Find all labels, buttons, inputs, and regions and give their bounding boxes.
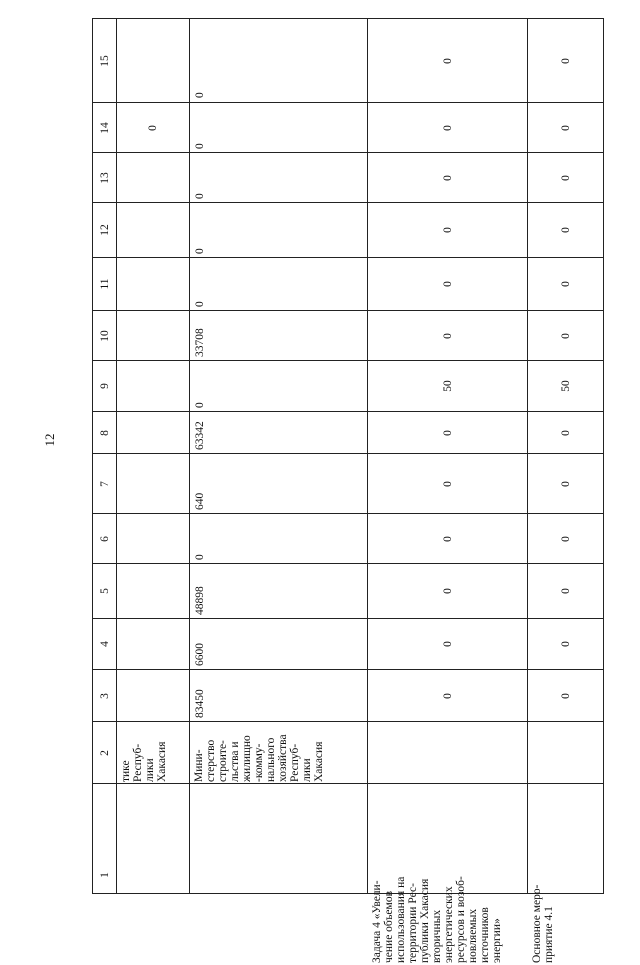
table-cell bbox=[93, 453, 116, 513]
cell-text: 0 bbox=[147, 124, 159, 131]
table-cell bbox=[93, 310, 116, 360]
table-cell bbox=[528, 310, 603, 360]
cell-text: 4 bbox=[98, 641, 111, 647]
table-cell bbox=[528, 453, 603, 513]
table-cell bbox=[93, 202, 116, 257]
cell-text: 14 bbox=[98, 121, 111, 134]
table-cell bbox=[368, 202, 527, 257]
table-cell bbox=[93, 669, 116, 721]
table-cell bbox=[117, 102, 189, 152]
table-cell bbox=[190, 152, 367, 202]
table-cell bbox=[528, 618, 603, 669]
table-cell bbox=[190, 721, 367, 783]
table-row bbox=[367, 19, 527, 963]
table-cell bbox=[117, 783, 189, 965]
cell-text: 0 bbox=[441, 57, 454, 64]
cell-text: 0 bbox=[441, 641, 454, 647]
cell-text: 10 bbox=[98, 329, 111, 342]
cell-text: 0 bbox=[194, 92, 206, 98]
table-cell bbox=[368, 618, 527, 669]
table-cell bbox=[528, 513, 603, 563]
cell-text: 0 bbox=[194, 193, 206, 199]
table-cell bbox=[190, 783, 367, 965]
table-cell bbox=[528, 360, 603, 411]
cell-text: 0 bbox=[194, 402, 206, 408]
cell-text: 1 bbox=[98, 871, 111, 878]
cell-text: 12 bbox=[98, 224, 111, 236]
table-cell bbox=[93, 360, 116, 411]
table-cell bbox=[117, 310, 189, 360]
cell-text: 63342 bbox=[194, 421, 206, 450]
cell-text: 9 bbox=[98, 383, 111, 389]
cell-text: тике Респуб- лики Хакасия bbox=[120, 741, 168, 782]
cell-text: 0 bbox=[441, 480, 454, 487]
table-cell bbox=[528, 669, 603, 721]
cell-text: 0 bbox=[559, 692, 572, 699]
table-cell bbox=[190, 453, 367, 513]
budget-table bbox=[92, 18, 604, 963]
table-cell bbox=[93, 618, 116, 669]
table-cell bbox=[93, 783, 116, 965]
table-cell bbox=[368, 563, 527, 618]
cell-text: 0 bbox=[441, 692, 454, 699]
table-cell bbox=[368, 102, 527, 152]
cell-text: 0 bbox=[559, 174, 572, 181]
table-cell bbox=[93, 721, 116, 783]
table-cell bbox=[93, 513, 116, 563]
table-cell bbox=[117, 721, 189, 783]
cell-text: 0 bbox=[559, 429, 572, 436]
table-cell bbox=[528, 257, 603, 310]
cell-text: 0 bbox=[441, 174, 454, 181]
cell-text: 7 bbox=[98, 480, 111, 487]
table-cell bbox=[190, 669, 367, 721]
table-cell bbox=[93, 411, 116, 453]
table-cell bbox=[528, 19, 603, 102]
table-cell bbox=[528, 783, 603, 965]
cell-text: 2 bbox=[98, 749, 111, 756]
table-cell bbox=[93, 563, 116, 618]
table-cell bbox=[368, 310, 527, 360]
cell-text: 11 bbox=[98, 278, 111, 290]
table-cell bbox=[117, 152, 189, 202]
table-cell bbox=[368, 513, 527, 563]
cell-text: 48898 bbox=[194, 586, 206, 615]
cell-text: 0 bbox=[559, 332, 572, 339]
cell-text: 0 bbox=[194, 248, 206, 254]
cell-text: 0 bbox=[441, 281, 454, 287]
table-cell bbox=[368, 360, 527, 411]
cell-text: 0 bbox=[559, 227, 572, 233]
table-cell bbox=[93, 257, 116, 310]
cell-text: 0 bbox=[194, 554, 206, 560]
cell-text: Мини- стерство строите- льства и жилищно -комму- нального хозяйства Респуб- лики Хакасия bbox=[193, 734, 325, 782]
table-cell bbox=[528, 202, 603, 257]
table-cell bbox=[528, 152, 603, 202]
table-cell bbox=[190, 411, 367, 453]
cell-text: 0 bbox=[441, 124, 454, 131]
cell-text: 50 bbox=[441, 380, 454, 392]
cell-text: Основное меро- приятие 4.1 bbox=[531, 884, 555, 963]
table-cell bbox=[368, 783, 527, 965]
cell-text: 0 bbox=[441, 332, 454, 339]
cell-text: 0 bbox=[559, 57, 572, 64]
table-cell bbox=[190, 563, 367, 618]
table-cell bbox=[117, 453, 189, 513]
table-cell bbox=[528, 721, 603, 783]
cell-text: 3 bbox=[98, 692, 111, 699]
table-cell bbox=[117, 257, 189, 310]
cell-text: 0 bbox=[559, 480, 572, 487]
table-cell bbox=[93, 152, 116, 202]
table-cell bbox=[528, 411, 603, 453]
table-cell bbox=[368, 721, 527, 783]
table-cell bbox=[368, 257, 527, 310]
cell-text: 8 bbox=[98, 429, 111, 436]
table-cell bbox=[190, 513, 367, 563]
table-cell bbox=[117, 411, 189, 453]
table-cell bbox=[117, 202, 189, 257]
cell-text: 33708 bbox=[194, 328, 206, 357]
cell-text: 0 bbox=[559, 641, 572, 647]
page-number: 12 bbox=[42, 433, 57, 447]
cell-text: 6 bbox=[98, 535, 111, 542]
table-cell bbox=[117, 513, 189, 563]
cell-text: 5 bbox=[98, 588, 111, 594]
cell-text: 83450 bbox=[194, 689, 206, 718]
cell-text: 0 bbox=[194, 143, 206, 149]
cell-text: 0 bbox=[559, 588, 572, 594]
table-row bbox=[116, 19, 189, 893]
table-cell bbox=[93, 102, 116, 152]
cell-text: 6600 bbox=[194, 643, 206, 666]
table-cell bbox=[190, 202, 367, 257]
cell-text: 0 bbox=[441, 588, 454, 594]
cell-text: 640 bbox=[194, 492, 206, 510]
table-cell bbox=[528, 563, 603, 618]
table-cell bbox=[190, 310, 367, 360]
table-cell bbox=[528, 102, 603, 152]
cell-text: 0 bbox=[441, 535, 454, 542]
table-cell bbox=[117, 669, 189, 721]
table-cell bbox=[368, 411, 527, 453]
table-row bbox=[189, 19, 367, 893]
table-cell bbox=[117, 618, 189, 669]
cell-text: Задача 4 «Увели- чение объемов использования на территории Рес- публики Хакасия вторичных энергетических ресурсов и возоб- новляемых источников энергии» bbox=[371, 876, 503, 963]
cell-text: 13 bbox=[98, 171, 111, 184]
cell-text: 50 bbox=[559, 380, 572, 392]
table-cell bbox=[190, 19, 367, 102]
table-cell bbox=[190, 360, 367, 411]
header-row bbox=[93, 19, 116, 893]
table-cell bbox=[190, 102, 367, 152]
cell-text: 0 bbox=[559, 281, 572, 287]
table-cell bbox=[368, 453, 527, 513]
table-cell bbox=[368, 19, 527, 102]
table-cell bbox=[368, 152, 527, 202]
table-cell bbox=[93, 19, 116, 102]
table-cell bbox=[190, 618, 367, 669]
cell-text: 0 bbox=[559, 124, 572, 131]
cell-text: 15 bbox=[98, 54, 111, 67]
table-cell bbox=[368, 669, 527, 721]
table-cell bbox=[117, 563, 189, 618]
cell-text: 0 bbox=[441, 227, 454, 233]
cell-text: 0 bbox=[559, 535, 572, 542]
table-cell bbox=[190, 257, 367, 310]
table-cell bbox=[117, 360, 189, 411]
table-row bbox=[527, 19, 603, 963]
cell-text: 0 bbox=[194, 301, 206, 307]
cell-text: 0 bbox=[441, 429, 454, 436]
